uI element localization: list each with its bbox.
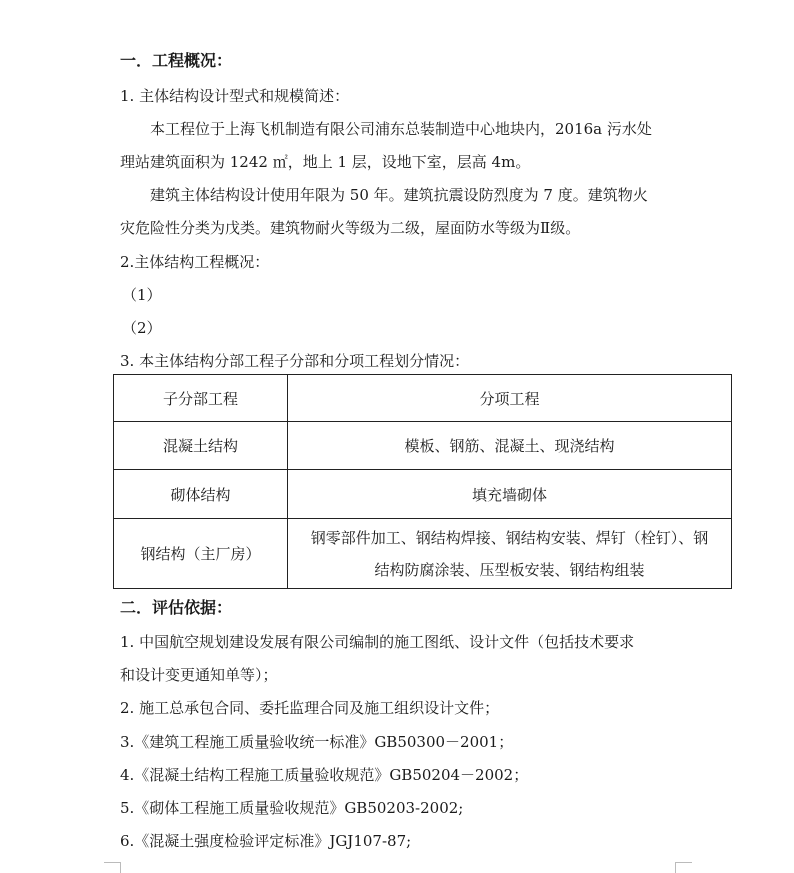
header-cell-items: 分项工程 <box>288 375 732 422</box>
basis-item1-line2: 和设计变更通知单等）； <box>120 666 278 684</box>
para1-line1: 本工程位于上海飞机制造有限公司浦东总装制造中心地块内，2016a 污水处 <box>150 120 652 138</box>
table-row <box>114 422 732 470</box>
basis-item5: 5.《砌体工程施工质量验收规范》GB50203-2002; <box>120 799 464 817</box>
row-subdivision: 砌体结构 <box>114 470 288 519</box>
item1-title: 1. 主体结构设计型式和规模简述： <box>120 87 350 105</box>
para2-line1: 建筑主体结构设计使用年限为 50 年。建筑抗震设防烈度为 7 度。建筑物火 <box>150 186 648 204</box>
sub-item-1: （1） <box>122 286 162 304</box>
item3-title: 3. 本主体结构分部工程子分部和分项工程划分情况： <box>120 352 470 370</box>
row-items-line1: 钢零部件加工、钢结构焊接、钢结构安装、焊钉（栓钉）、钢 <box>310 528 709 547</box>
row-items <box>288 519 732 589</box>
para2-line2: 灾危险性分类为戊类。建筑物耐火等级为二级，屋面防水等级为Ⅱ级。 <box>120 219 581 237</box>
division-table <box>113 374 732 589</box>
basis-item1-line1: 1. 中国航空规划建设发展有限公司编制的施工图纸、设计文件（包括技术要求 <box>120 633 635 651</box>
page-corner-mark-right <box>675 862 692 873</box>
row-items: 模板、钢筋、混凝土、现浇结构 <box>288 422 732 470</box>
section2-heading: 二．评估依据： <box>120 598 233 617</box>
page-corner-mark-left <box>104 862 121 873</box>
row-items: 填充墙砌体 <box>288 470 732 519</box>
row-items-line2: 结构防腐涂装、压型板安装、钢结构组装 <box>374 560 645 579</box>
item2-title: 2.主体结构工程概况： <box>120 253 270 271</box>
header-cell-subdivision: 子分部工程 <box>114 375 288 422</box>
basis-item2: 2. 施工总承包合同、委托监理合同及施工组织设计文件； <box>120 699 500 717</box>
basis-item4: 4.《混凝土结构工程施工质量验收规范》GB50204－2002； <box>120 766 529 784</box>
para1-line2: 理站建筑面积为 1242 ㎡，地上 1 层，设地下室，层高 4m。 <box>120 153 531 171</box>
section1-heading: 一．工程概况： <box>120 51 233 70</box>
row-subdivision: 钢结构（主厂房） <box>114 519 288 589</box>
basis-item6: 6.《混凝土强度检验评定标准》JGJ107-87; <box>120 832 412 850</box>
row-subdivision: 混凝土结构 <box>114 422 288 470</box>
table-header-row <box>114 375 732 422</box>
table-row <box>114 470 732 519</box>
table-row <box>114 519 732 589</box>
sub-item-2: （2） <box>122 319 162 337</box>
basis-item3: 3.《建筑工程施工质量验收统一标准》GB50300－2001； <box>120 733 514 751</box>
